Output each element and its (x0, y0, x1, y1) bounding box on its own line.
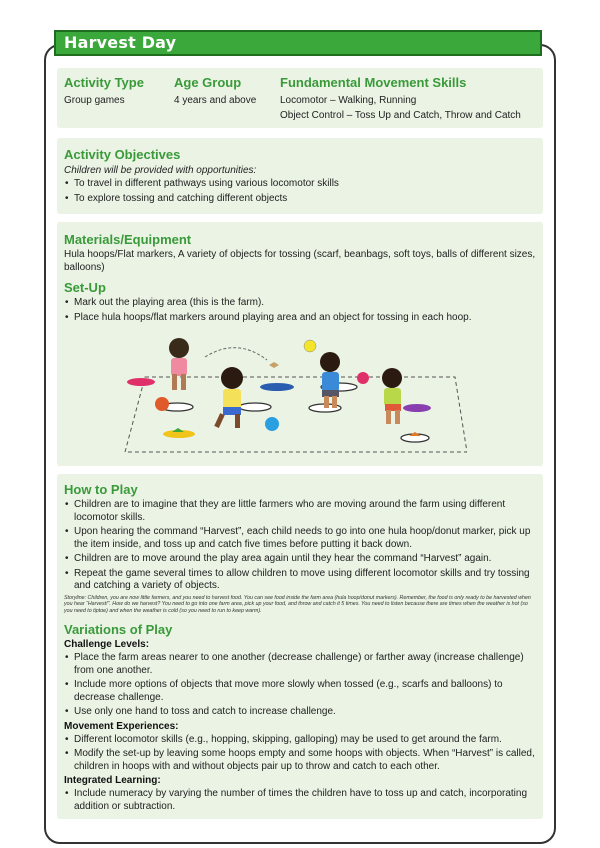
hula-hoop (239, 403, 271, 411)
ball (155, 397, 169, 411)
activity-type-heading: Activity Type (64, 75, 144, 90)
activity-type-block (64, 75, 144, 107)
beanbag (172, 428, 184, 432)
child-head (320, 352, 340, 372)
list-item: • Different locomotor skills (e.g., hopping, skipping, galloping) may be used to get around the farm. (64, 734, 536, 747)
child-head (221, 367, 243, 389)
child-head (169, 338, 189, 358)
flat-marker (260, 383, 294, 391)
movement-experiences-label: Movement Experiences: (64, 720, 179, 732)
fms-line: Locomotor – Walking, Running (280, 95, 417, 106)
list-item: • Children are to imagine that they are little farmers who are moving around the farm using different locomotor skills. (64, 499, 536, 524)
fms-block (280, 75, 521, 122)
flat-marker (403, 404, 431, 412)
page-title: Harvest Day (64, 33, 177, 52)
setup-heading: Set-Up (64, 280, 106, 295)
list-item: • To travel in different pathways using various locomotor skills (64, 178, 534, 191)
children-playing-illustration (117, 332, 467, 457)
objectives-heading: Activity Objectives (64, 147, 181, 162)
list-item: • Upon hearing the command “Harvest”, each child needs to go into one hula hoop/donut marker, pick up the item inside, and toss up and catch five times before putting it back down. (64, 526, 536, 551)
child-body (171, 358, 187, 376)
storyline-text: Storyline: Children, you are now little farmers, and you need to harvest food. You can see food inside the farm area (hula hoop/donut markers). Remember, the food is only ready to be harvested when you hear “Harvest!”. How do we harvest? You need to go into one farm area, pick up your food, and throw and catch it 5 times. You need to listen because there are times when the weather is hot (so you need to tiptoe) and when the weather is cold (so you need to run to keep warm). (64, 594, 531, 614)
list-item: • Repeat the game several times to allow children to move using different locomotor skills and try tossing and catching a variety of objects. (64, 568, 536, 593)
list-item: • Include numeracy by varying the number of times the children have to toss up and catch, incorporating addition or subtraction. (64, 788, 536, 813)
list-item: • Modify the set-up by leaving some hoops empty and some hoops with objects. When “Harvest” is called, children in hoops with and without objects pair up to throw and catch to each other. (64, 748, 536, 773)
beanbag (269, 362, 279, 368)
ball (357, 372, 369, 384)
how-to-play-panel (57, 474, 543, 819)
fms-heading: Fundamental Movement Skills (280, 75, 467, 90)
toss-path (205, 348, 267, 360)
child-body (223, 389, 241, 409)
list-item: • To explore tossing and catching different objects (64, 193, 534, 206)
materials-panel (57, 222, 543, 466)
list-item: • Place hula hoops/flat markers around playing area and an object for tossing in each hoop. (64, 312, 536, 325)
age-group-heading: Age Group (174, 75, 242, 90)
list-item: • Place the farm areas nearer to one another (decrease challenge) or farther away (increase challenge) from one another. (64, 652, 536, 677)
challenge-levels-label: Challenge Levels: (64, 639, 150, 650)
variations-heading: Variations of Play (64, 622, 173, 637)
list-item: • Include more options of objects that move more slowly when tossed (e.g., scarfs and balloons) to decrease challenge. (64, 679, 536, 704)
ball (304, 340, 316, 352)
flat-marker (127, 378, 155, 386)
materials-heading: Materials/Equipment (64, 232, 192, 247)
age-group-block (174, 75, 256, 107)
activity-type-value: Group games (64, 95, 125, 106)
child-body (384, 388, 401, 406)
objectives-intro: Children will be provided with opportunities: (64, 165, 257, 176)
list-item: • Children are to move around the play area again until they hear the command “Harvest” again. (64, 553, 536, 566)
child-body (322, 372, 339, 392)
ball (265, 417, 279, 431)
list-item: • Mark out the playing area (this is the farm). (64, 297, 536, 310)
materials-text: Hula hoops/Flat markers, A variety of objects for tossing (scarf, beanbags, soft toys, balls of different sizes, balloons) (64, 249, 536, 273)
child-head (382, 368, 402, 388)
fms-line: Object Control – Toss Up and Catch, Throw and Catch (280, 110, 521, 121)
age-group-value: 4 years and above (174, 95, 257, 106)
integrated-learning-label: Integrated Learning: (64, 775, 161, 786)
title-bar (54, 30, 542, 56)
objectives-panel (57, 138, 543, 214)
list-item: • Use only one hand to toss and catch to increase challenge. (64, 706, 536, 719)
info-panel (57, 68, 543, 128)
how-to-play-heading: How to Play (64, 482, 138, 497)
